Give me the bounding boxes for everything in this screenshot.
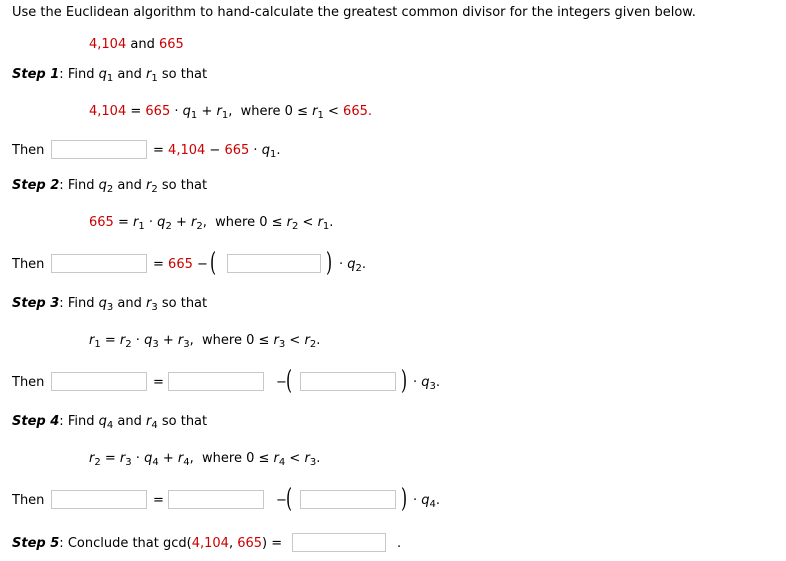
var-r2: $r_2$: [191, 215, 203, 232]
answer-paren3[interactable]: [300, 372, 396, 391]
step2-equation: [89, 215, 333, 232]
var-q1: $q_1$: [182, 104, 198, 121]
step4-label: Step 4: [12, 414, 60, 429]
var-r1: $r_1$: [145, 67, 158, 84]
colon: :: [59, 296, 64, 311]
step5-b: 665: [237, 536, 263, 551]
step5-text: Conclude that gcd(: [67, 536, 192, 551]
plus-op: +: [162, 451, 174, 466]
comma: ,: [189, 333, 194, 348]
lt-sign: <: [328, 104, 339, 119]
period: .: [329, 215, 334, 230]
dot-op: ·: [413, 493, 418, 508]
eq-sign: =: [130, 104, 142, 119]
step1-then-rhs: [153, 143, 280, 160]
step1-bound: 665.: [343, 104, 372, 119]
var-r1: $r_1$: [317, 215, 330, 232]
left-paren: (: [286, 366, 293, 396]
given-and: and: [130, 37, 155, 52]
eq-sign: =: [117, 215, 129, 230]
comma: ,: [189, 451, 194, 466]
step2-find: Find: [67, 178, 95, 193]
eq-sign: =: [153, 493, 164, 508]
answer-gcd[interactable]: [292, 533, 386, 552]
dot-op: ·: [135, 333, 140, 348]
comma: ,: [228, 104, 233, 119]
dot-op: ·: [135, 451, 140, 466]
var-r3: $r_3$: [304, 451, 317, 468]
var-r4: $r_4$: [177, 451, 190, 468]
step1-so-that: so that: [161, 67, 208, 82]
answer-eq4[interactable]: [168, 490, 264, 509]
eq-sign: =: [153, 143, 164, 158]
right-paren: ): [326, 248, 333, 278]
right-paren: ): [401, 484, 408, 514]
dot-op: ·: [174, 104, 179, 119]
step5-close: ) =: [262, 536, 283, 551]
var-r2: $r_2$: [286, 215, 299, 232]
colon: :: [59, 414, 64, 429]
var-r1: $r_1$: [216, 104, 229, 121]
var-r2: $r_2$: [304, 333, 317, 350]
eq-sign: =: [153, 375, 164, 390]
var-q4: $q_4$: [98, 414, 114, 431]
lt-sign: <: [302, 215, 314, 230]
step4-find: Find: [67, 414, 95, 429]
step4-heading: [12, 414, 207, 431]
var-r2: $r_2$: [145, 178, 158, 195]
then-label: Then: [12, 375, 45, 390]
period: .: [316, 451, 321, 466]
right-paren: ): [401, 366, 408, 396]
minus-op: −: [197, 257, 208, 272]
var-r2: $r_2$: [119, 333, 132, 350]
answer-then3[interactable]: [51, 372, 147, 391]
var-r4: $r_4$: [145, 414, 158, 431]
step3-so-that: so that: [161, 296, 208, 311]
step3-equation: [89, 333, 320, 350]
var-r3: $r_3$: [119, 451, 132, 468]
step2-then-rhs: [153, 257, 208, 272]
minus-op: −: [209, 143, 221, 158]
left-paren: (: [286, 484, 293, 514]
step2-label: Step 2: [12, 178, 60, 193]
answer-eq3[interactable]: [168, 372, 264, 391]
step5-label: Step 5: [12, 536, 60, 551]
var-q2: $q_2$: [347, 257, 362, 274]
step1-eq-b: 665: [145, 104, 171, 119]
dot-op: ·: [148, 215, 154, 230]
answer-then2[interactable]: [51, 254, 147, 273]
given-b: 665: [158, 37, 184, 52]
step4-equation: [89, 451, 320, 468]
step3-q-tail: [413, 375, 440, 392]
given-a: 4,104: [89, 37, 127, 52]
period: .: [276, 143, 281, 158]
step3-and: and: [117, 296, 142, 311]
eq-sign: =: [153, 257, 164, 272]
var-q2: $q_2$: [157, 215, 172, 232]
colon: :: [59, 536, 64, 551]
var-r3: $r_3$: [145, 296, 158, 313]
colon: :: [59, 178, 64, 193]
lt-sign: <: [289, 451, 301, 466]
step5-line: [12, 536, 282, 551]
step4-so-that: so that: [161, 414, 208, 429]
instructions: Use the Euclidean algorithm to hand-calculate the greatest common divisor for the integers given below.: [12, 5, 696, 20]
lt-sign: <: [289, 333, 301, 348]
step1-then-b: 665: [224, 143, 250, 158]
var-q1: $q_1$: [261, 143, 277, 160]
answer-then1[interactable]: [51, 140, 147, 159]
period: .: [435, 493, 441, 508]
step2-so-that: so that: [161, 178, 208, 193]
step3-find: Find: [67, 296, 95, 311]
then-label: Then: [12, 143, 45, 158]
then-label: Then: [12, 257, 45, 272]
var-q4: $q_4$: [144, 451, 159, 468]
left-paren: (: [210, 248, 217, 278]
var-q1: $q_1$: [98, 67, 114, 84]
step4-and: and: [117, 414, 142, 429]
period: .: [435, 375, 441, 390]
step2-q-tail: [339, 257, 366, 274]
step2-where: where 0 ≤: [215, 215, 283, 230]
step2-eq-b: 665: [89, 215, 114, 230]
step2-then-b: 665: [168, 257, 193, 272]
comma: ,: [202, 215, 207, 230]
answer-then4[interactable]: [51, 490, 147, 509]
var-q3: $q_3$: [144, 333, 159, 350]
dot-op: ·: [413, 375, 418, 390]
colon: :: [59, 67, 64, 82]
period: .: [361, 257, 367, 272]
step1-label: Step 1: [12, 67, 60, 82]
var-r2: $r_2$: [89, 451, 101, 468]
then-label: Then: [12, 493, 45, 508]
var-q3: $q_3$: [98, 296, 114, 313]
plus-op: +: [175, 215, 187, 230]
eq-sign: =: [104, 451, 116, 466]
step1-equation: [89, 104, 372, 121]
step1-eq-a: 4,104: [89, 104, 127, 119]
period: .: [397, 536, 402, 551]
step1-find: Find: [67, 67, 95, 82]
step2-heading: [12, 178, 207, 195]
step3-heading: [12, 296, 207, 313]
given-integers: [89, 37, 184, 52]
var-r4: $r_4$: [273, 451, 286, 468]
var-q2: $q_2$: [98, 178, 114, 195]
plus-op: +: [162, 333, 174, 348]
minus-op: −: [276, 493, 287, 508]
step4-q-tail: [413, 493, 440, 510]
step1-where: where 0 ≤: [240, 104, 308, 119]
step2-and: and: [117, 178, 142, 193]
var-r3: $r_3$: [273, 333, 286, 350]
step4-where: where 0 ≤: [202, 451, 270, 466]
step1-then-a: 4,104: [168, 143, 206, 158]
answer-paren4[interactable]: [300, 490, 396, 509]
minus-op: −: [276, 375, 287, 390]
var-r1: $r_1$: [312, 104, 324, 121]
var-q3: $q_3$: [421, 375, 436, 392]
step3-where: where 0 ≤: [202, 333, 270, 348]
var-r1: $r_1$: [89, 333, 101, 350]
step3-label: Step 3: [12, 296, 60, 311]
step5-a: 4,104: [191, 536, 229, 551]
step5-comma: ,: [228, 536, 238, 551]
dot-op: ·: [339, 257, 344, 272]
period: .: [316, 333, 321, 348]
step1-heading: [12, 67, 207, 84]
var-q4: $q_4$: [421, 493, 436, 510]
step1-and: and: [117, 67, 142, 82]
dot-op: ·: [253, 143, 258, 158]
answer-paren2[interactable]: [227, 254, 321, 273]
eq-sign: =: [104, 333, 116, 348]
plus-op: +: [201, 104, 213, 119]
var-r1: $r_1$: [133, 215, 145, 232]
var-r3: $r_3$: [177, 333, 190, 350]
